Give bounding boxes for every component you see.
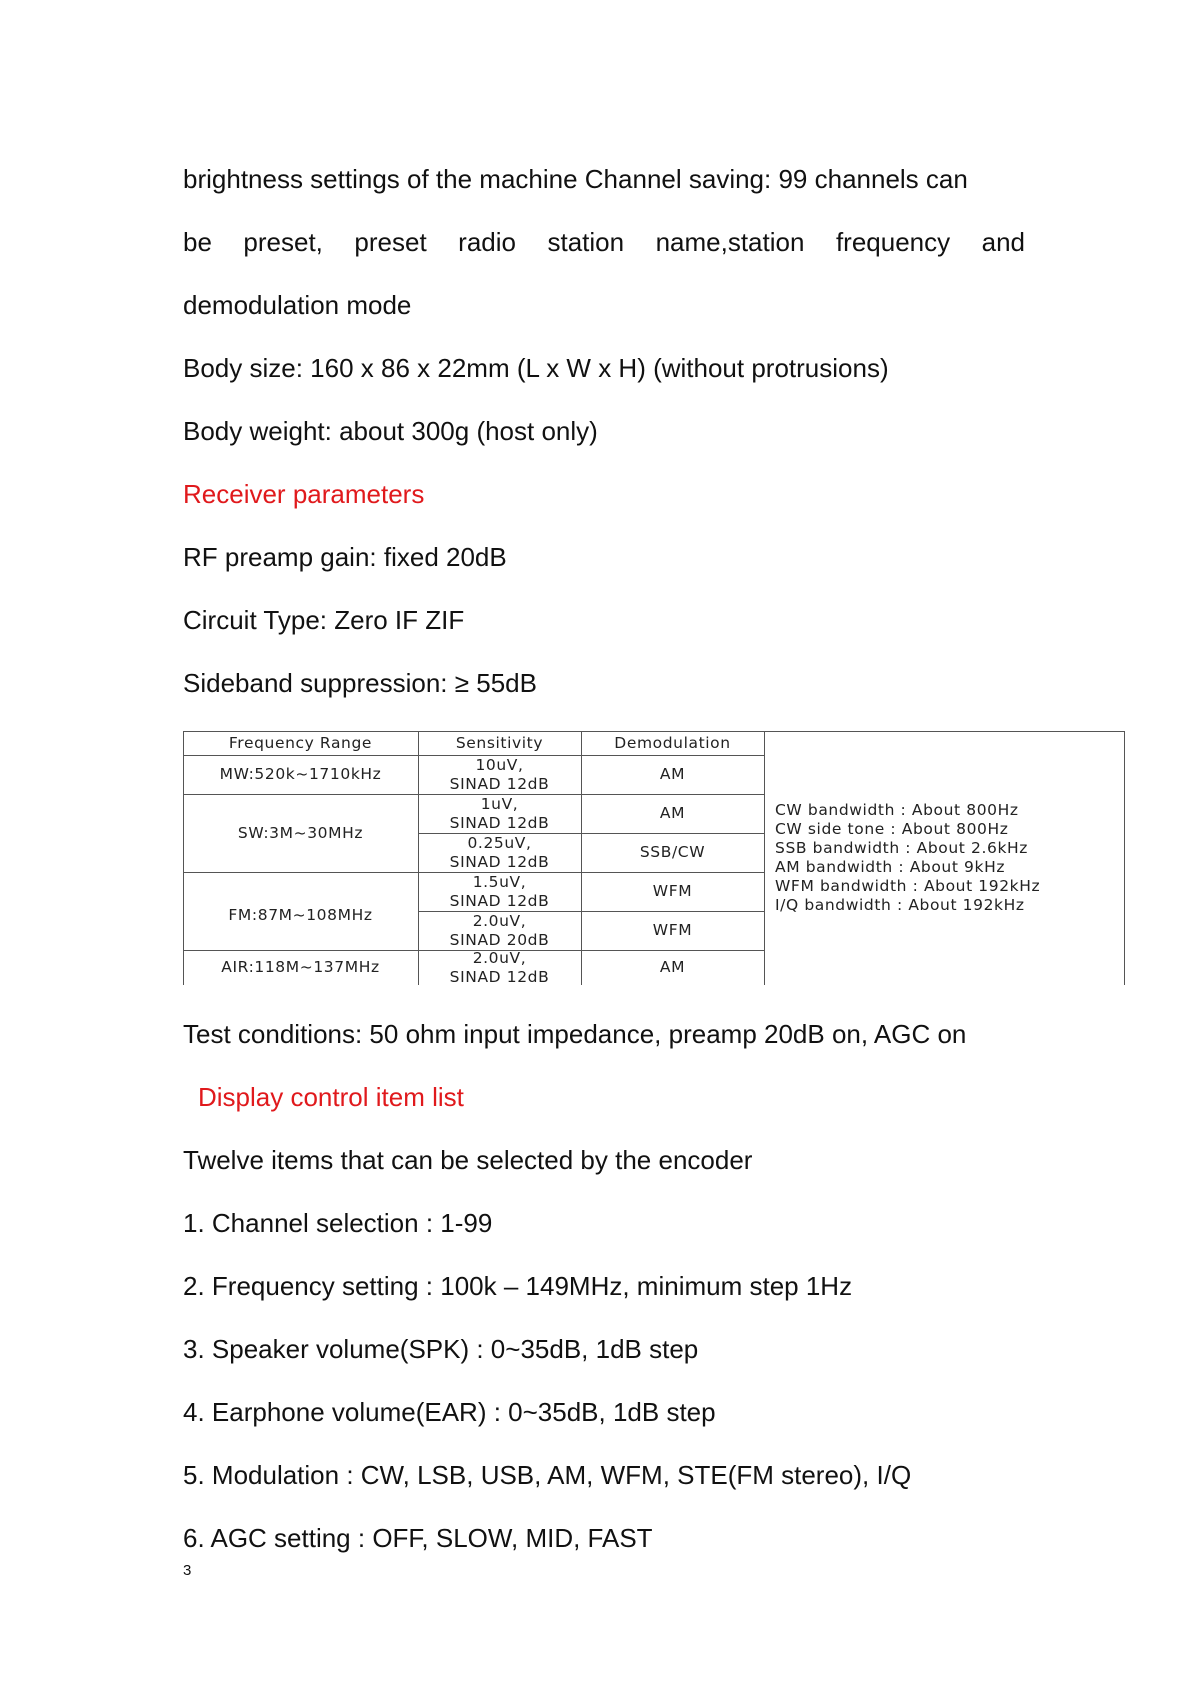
sensitivity-sinad: SINAD 12dB: [449, 813, 550, 832]
band-fm: FM:87M~108MHz: [228, 905, 373, 924]
sensitivity-sinad: SINAD 12dB: [449, 852, 550, 871]
sensitivity-sinad: SINAD 12dB: [449, 774, 550, 793]
test-conditions-text: Test conditions: 50 ohm input impedance, preamp 20dB on, AGC on: [183, 1019, 967, 1049]
note-line: SSB bandwidth : About 2.6kHz: [775, 839, 1029, 857]
sensitivity-cell: [418, 950, 581, 985]
sensitivity-value: 1.5uV,: [472, 872, 527, 891]
sensitivity-cell: [418, 755, 581, 794]
demodulation-cell: WFM: [652, 921, 693, 939]
sensitivity-value: 0.25uV,: [467, 833, 532, 852]
sensitivity-sinad: SINAD 20dB: [449, 930, 550, 949]
display-intro-text: Twelve items that can be selected by the encoder: [183, 1145, 753, 1175]
sideband-suppression-text: Sideband suppression: ≥ 55dB: [183, 668, 537, 698]
sensitivity-value: 2.0uV,: [472, 911, 527, 930]
body-size-text: Body size: 160 x 86 x 22mm (L x W x H) (without protrusions): [183, 353, 889, 383]
list-item: 5. Modulation : CW, LSB, USB, AM, WFM, STE(FM stereo), I/Q: [183, 1460, 912, 1490]
band-air: AIR:118M~137MHz: [221, 958, 380, 976]
sensitivity-sinad: SINAD 12dB: [449, 891, 550, 910]
sensitivity-cell: [418, 911, 581, 950]
note-line: WFM bandwidth : About 192kHz: [775, 877, 1041, 895]
sensitivity-value: 2.0uV,: [472, 948, 527, 967]
demodulation-cell: AM: [659, 958, 686, 976]
note-line: AM bandwidth : About 9kHz: [775, 858, 1006, 876]
note-line: CW bandwidth : About 800Hz: [775, 801, 1019, 819]
list-item: 2. Frequency setting : 100k – 149MHz, minimum step 1Hz: [183, 1271, 853, 1301]
sensitivity-cell: [418, 872, 581, 911]
sensitivity-value: 1uV,: [480, 794, 519, 813]
list-item: 3. Speaker volume(SPK) : 0~35dB, 1dB step: [183, 1334, 699, 1364]
list-item: 1. Channel selection : 1-99: [183, 1208, 493, 1238]
sensitivity-cell: [418, 833, 581, 872]
demodulation-cell: WFM: [652, 882, 693, 900]
receiver-spec-table: [183, 731, 1125, 985]
circuit-type-text: Circuit Type: Zero IF ZIF: [183, 605, 465, 635]
receiver-parameters-heading: Receiver parameters: [183, 479, 425, 509]
band-mw: MW:520k~1710kHz: [219, 765, 382, 783]
paragraph-line: be preset, preset radio station name,station frequency and: [183, 227, 1025, 257]
body-weight-text: Body weight: about 300g (host only): [183, 416, 598, 446]
note-line: I/Q bandwidth : About 192kHz: [775, 896, 1025, 914]
demodulation-cell: AM: [659, 765, 686, 783]
demodulation-cell: AM: [659, 804, 686, 822]
header-demodulation: Demodulation: [614, 733, 731, 752]
header-frequency-range: Frequency Range: [228, 733, 373, 752]
band-sw: SW:3M~30MHz: [237, 823, 364, 842]
list-item: 6. AGC setting : OFF, SLOW, MID, FAST: [183, 1523, 653, 1553]
header-sensitivity: Sensitivity: [455, 733, 544, 752]
list-item: 4. Earphone volume(EAR) : 0~35dB, 1dB step: [183, 1397, 716, 1427]
bandwidth-notes: [775, 801, 1040, 915]
paragraph-line: demodulation mode: [183, 290, 412, 320]
sensitivity-cell: [418, 794, 581, 833]
display-control-heading: Display control item list: [198, 1082, 464, 1112]
rf-gain-text: RF preamp gain: fixed 20dB: [183, 542, 507, 572]
demodulation-cell: SSB/CW: [639, 843, 706, 861]
page-number: 3: [183, 1562, 192, 1579]
sensitivity-value: 10uV,: [475, 755, 524, 774]
paragraph-line: brightness settings of the machine Channel saving: 99 channels can: [183, 164, 968, 194]
note-line: CW side tone : About 800Hz: [775, 820, 1009, 838]
sensitivity-sinad: SINAD 12dB: [449, 967, 550, 986]
